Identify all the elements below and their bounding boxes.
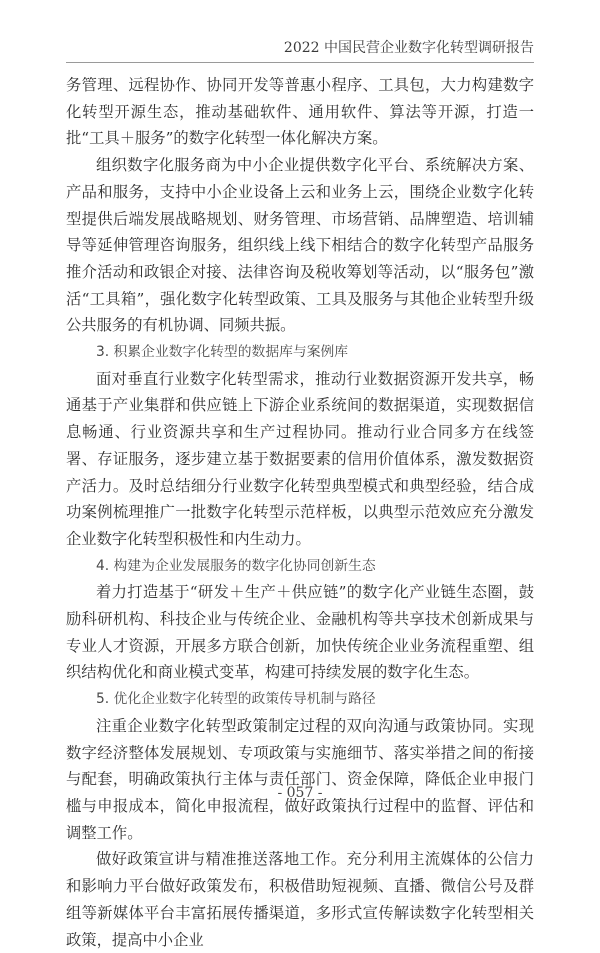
section-heading-3: 3. 积累企业数字化转型的数据库与案例库: [96, 344, 349, 361]
paragraph-innovation-ecosystem: 着力打造基于“研发＋生产＋供应链”的数字化产业链生态圈，鼓励科研机构、科技企业与传统企业、金融机构等共享技术创新成果与专业人才资源，开展多方联合创新，加快传统企业业务流程重塑、组织结构优化和商业模式变革，构建可持续发展的数字化生态。: [66, 583, 534, 682]
paragraph-data-cases: 面对垂直行业数字化转型需求，推动行业数据资源开发共享，畅通基于产业集群和供应链上下游企业系统间的数据渠道，实现数据信息畅通、行业资源共享和生产过程协同。推动行业合同多方在线签署、存证服务，逐步建立基于数据要素的信用价值体系，激发数据资产活力。及时总结细分行业数字化转型典型模式和典型经验，结合成功案例梳理推广一批数字化转型示范样板，以典型示范效应充分激发企业数字化转型积极性和内生动力。: [66, 369, 534, 548]
running-header: 2022 中国民营企业数字化转型调研报告: [66, 38, 534, 63]
page-number: - 057 -: [277, 785, 323, 801]
paragraph-policy-promotion: 做好政策宣讲与精准推送落地工作。充分利用主流媒体的公信力和影响力平台做好政策发布，积极借助短视频、直播、微信公号及群组等新媒体平台丰富拓展传播渠道，多形式宣传解读数字化转型相关政策，提高中小企业: [66, 850, 534, 949]
paragraph-service-providers: 组织数字化服务商为中小企业提供数字化平台、系统解决方案、产品和服务，支持中小企业设备上云和业务上云，围绕企业数字化转型提供后端发展战略规划、财务管理、市场营销、品牌塑造、培训辅导等延伸管理咨询服务，组织线上线下相结合的数字化转型产品服务推介活动和政银企对接、法律咨询及税收筹划等活动，以“服务包”激活“工具箱”，强化数字化转型政策、工具及服务与其他企业转型升级公共服务的有机协调、同频共振。: [66, 156, 534, 335]
paragraph-continued: 务管理、远程协作、协同开发等普惠小程序、工具包，大力构建数字化转型开源生态，推动基础软件、通用软件、算法等开源，打造一批“工具＋服务”的数字化转型一体化解决方案。: [66, 76, 534, 148]
page-body: [66, 72, 534, 953]
section-heading-4: 4. 构建为企业发展服务的数字化协同创新生态: [96, 557, 376, 574]
paragraph-policy-coordination: 注重企业数字化转型政策制定过程的双向沟通与政策协同。实现数字经济整体发展规划、专项政策与实施细节、落实举措之间的衔接与配套，明确政策执行主体与责任部门、资金保障，降低企业申报门槛与申报成本，简化申报流程，做好政策执行过程中的监督、评估和调整工作。: [66, 716, 534, 842]
section-heading-5: 5. 优化企业数字化转型的政策传导机制与路径: [96, 691, 376, 708]
